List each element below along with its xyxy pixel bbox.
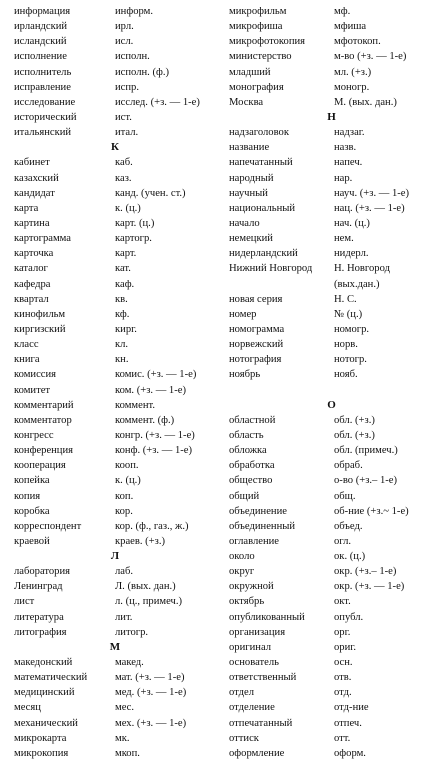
dictionary-entry	[229, 428, 434, 443]
entry-term: каталог	[14, 263, 48, 275]
entry-abbreviation: нем.	[334, 233, 354, 245]
entry-term: кандидат	[14, 187, 55, 199]
dictionary-entry	[229, 443, 434, 458]
entry-term: норвежский	[229, 339, 284, 351]
entry-term: конференция	[14, 445, 74, 457]
dictionary-entry	[229, 261, 434, 276]
entry-term: оттиск	[229, 732, 259, 744]
entry-abbreviation: номогр.	[334, 323, 370, 335]
dictionary-entry	[229, 246, 434, 261]
dictionary-entry	[14, 80, 216, 95]
right-column	[229, 4, 434, 761]
section-letter: О	[327, 398, 336, 411]
entry-term: ирландский	[14, 21, 68, 33]
entry-abbreviation: комис. (+з. — 1-е)	[115, 369, 197, 381]
entry-abbreviation: кор. (ф., газ., ж.)	[115, 520, 189, 532]
dictionary-entry	[14, 383, 216, 398]
dictionary-entry	[14, 489, 216, 504]
entry-term: оформление	[229, 747, 285, 759]
entry-abbreviation: литогр.	[115, 626, 149, 638]
dictionary-entry	[14, 398, 216, 413]
entry-abbreviation: исполн.	[115, 51, 150, 63]
entry-abbreviation: каз.	[115, 172, 132, 184]
dictionary-entry	[229, 322, 434, 337]
dictionary-entry	[14, 594, 216, 609]
entry-abbreviation: объед.	[334, 520, 363, 532]
entry-abbreviation: (вых.дан.)	[334, 278, 380, 290]
entry-term: копейка	[14, 475, 50, 487]
entry-term: обложка	[229, 445, 267, 457]
entry-term: оригинал	[229, 641, 272, 653]
dictionary-entry	[229, 413, 434, 428]
entry-abbreviation: канд. (учен. ст.)	[115, 187, 186, 199]
entry-term: микрокопия	[14, 747, 69, 759]
dictionary-entry	[14, 4, 216, 19]
dictionary-entry	[229, 171, 434, 186]
entry-abbreviation: окр. (+з.– 1-е)	[334, 566, 397, 578]
entry-term: киргизский	[14, 323, 66, 335]
dictionary-entry	[229, 594, 434, 609]
dictionary-entry	[229, 186, 434, 201]
entry-term: карточка	[14, 248, 54, 260]
entry-term: картограмма	[14, 233, 72, 245]
dictionary-entry	[229, 140, 434, 155]
entry-term: итальянский	[14, 127, 72, 139]
dictionary-entry	[14, 685, 216, 700]
entry-term: новая серия	[229, 293, 283, 305]
entry-abbreviation: кирг.	[115, 323, 137, 335]
dictionary-entry	[14, 731, 216, 746]
entry-term: общий	[229, 490, 260, 502]
dictionary-entry	[229, 640, 434, 655]
entry-term: общество	[229, 475, 273, 487]
dictionary-entry	[229, 34, 434, 49]
entry-abbreviation: исслед. (+з. — 1-е)	[115, 96, 200, 108]
entry-term: отдел	[229, 687, 255, 699]
section-letter: Н	[327, 110, 336, 123]
entry-abbreviation: коммент.	[115, 399, 155, 411]
entry-term: научный	[229, 187, 268, 199]
entry-term: кабинет	[14, 157, 50, 169]
dictionary-entry	[14, 171, 216, 186]
dictionary-entry	[14, 519, 216, 534]
entry-abbreviation: испр.	[115, 81, 139, 93]
dictionary-entry	[229, 125, 434, 140]
entry-term: комментарий	[14, 399, 74, 411]
entry-abbreviation: лаб.	[115, 566, 134, 578]
entry-term: название	[229, 142, 270, 154]
entry-abbreviation: общ.	[334, 490, 356, 502]
dictionary-entry	[14, 186, 216, 201]
dictionary-entry	[14, 700, 216, 715]
entry-term: кооперация	[14, 460, 66, 472]
entry-abbreviation: кооп.	[115, 460, 139, 472]
entry-term: обработка	[229, 460, 275, 472]
entry-term: ноябрь	[229, 369, 261, 381]
entry-abbreviation: Л. (вых. дан.)	[115, 581, 176, 593]
dictionary-entry	[14, 65, 216, 80]
entry-abbreviation: м-во (+з. — 1-е)	[334, 51, 407, 63]
dictionary-entry	[14, 95, 216, 110]
entry-abbreviation: информ.	[115, 6, 153, 17]
entry-term: кафедра	[14, 278, 51, 290]
dictionary-entry	[229, 216, 434, 231]
dictionary-entry	[14, 231, 216, 246]
dictionary-entry	[229, 231, 434, 246]
dictionary-entry	[229, 504, 434, 519]
entry-term: нотография	[229, 354, 282, 366]
entry-abbreviation: Н. С.	[334, 293, 357, 305]
entry-term: номер	[229, 308, 257, 320]
entry-abbreviation: оформ.	[334, 747, 366, 759]
entry-abbreviation: нояб.	[334, 369, 358, 381]
dictionary-entry	[229, 473, 434, 488]
dictionary-entry	[14, 216, 216, 231]
dictionary-entry	[229, 655, 434, 670]
entry-term: лаборатория	[14, 566, 71, 578]
entry-abbreviation: отт.	[334, 732, 351, 744]
entry-term: македонский	[14, 657, 73, 669]
entry-term: литература	[14, 611, 64, 623]
dictionary-entry	[229, 201, 434, 216]
entry-term: областной	[229, 414, 276, 426]
dictionary-entry	[14, 746, 216, 761]
dictionary-entry	[229, 564, 434, 579]
entry-abbreviation: норв.	[334, 339, 358, 351]
dictionary-entry	[14, 458, 216, 473]
entry-term: микрофиша	[229, 21, 283, 33]
entry-abbreviation: карт. (ц.)	[115, 217, 155, 229]
dictionary-entry	[229, 685, 434, 700]
entry-term: конгресс	[14, 429, 54, 441]
entry-abbreviation: ком. (+з. — 1-е)	[115, 384, 186, 396]
entry-term: лист	[14, 596, 35, 608]
entry-abbreviation: Н. Новгород	[334, 263, 390, 275]
entry-term: отпечатанный	[229, 717, 293, 729]
dictionary-entry	[14, 19, 216, 34]
dictionary-entry	[229, 155, 434, 170]
entry-abbreviation: нач. (ц.)	[334, 217, 370, 229]
entry-abbreviation: ирл.	[115, 21, 134, 33]
entry-term: краевой	[14, 535, 50, 547]
entry-term: комитет	[14, 384, 51, 396]
dictionary-entry	[229, 534, 434, 549]
dictionary-entry	[229, 489, 434, 504]
entry-term: нидерландский	[229, 248, 298, 260]
entry-term: книга	[14, 354, 40, 366]
dictionary-entry	[229, 277, 434, 292]
entry-abbreviation: конф. (+з. — 1-е)	[115, 445, 193, 457]
dictionary-entry	[14, 413, 216, 428]
entry-abbreviation: огл.	[334, 535, 352, 547]
entry-term: основатель	[229, 657, 279, 669]
entry-term	[229, 277, 334, 292]
dictionary-entry	[229, 65, 434, 80]
entry-abbreviation: коммент. (ф.)	[115, 414, 175, 426]
entry-term: окружной	[229, 581, 274, 593]
entry-term: казахский	[14, 172, 59, 184]
entry-term: комментатор	[14, 414, 72, 426]
dictionary-entry	[229, 19, 434, 34]
entry-term: надзаголовок	[229, 127, 289, 139]
entry-abbreviation: осн.	[334, 657, 353, 669]
entry-abbreviation: окт.	[334, 596, 351, 608]
entry-abbreviation: кат.	[115, 263, 131, 275]
section-letter: К	[111, 141, 119, 154]
entry-term: квартал	[14, 293, 49, 305]
dictionary-entry	[229, 579, 434, 594]
dictionary-entry	[229, 458, 434, 473]
entry-abbreviation: итал.	[115, 127, 139, 139]
entry-abbreviation: ок. (ц.)	[334, 551, 366, 563]
entry-term: исторический	[14, 111, 77, 123]
dictionary-entry	[14, 670, 216, 685]
entry-abbreviation: обл. (+з.)	[334, 429, 375, 441]
entry-term: опубликованный	[229, 611, 305, 623]
entry-term: область	[229, 429, 264, 441]
entry-abbreviation: ист.	[115, 111, 132, 123]
entry-abbreviation: мат. (+з. — 1-е)	[115, 672, 185, 684]
entry-abbreviation: кф.	[115, 308, 130, 320]
entry-abbreviation: исполн. (ф.)	[115, 66, 170, 78]
entry-abbreviation: М. (вых. дан.)	[334, 96, 397, 108]
entry-term: Нижний Новгород	[229, 263, 313, 275]
dictionary-entry	[14, 655, 216, 670]
dictionary-entry	[14, 610, 216, 625]
entry-term: национальный	[229, 202, 296, 214]
entry-abbreviation: кор.	[115, 505, 133, 517]
dictionary-entry	[14, 277, 216, 292]
entry-abbreviation: ориг.	[334, 641, 357, 653]
entry-abbreviation: кл.	[115, 339, 129, 351]
dictionary-entry	[229, 549, 434, 564]
entry-abbreviation: окр. (+з. — 1-е)	[334, 581, 405, 593]
dictionary-entry	[229, 337, 434, 352]
entry-abbreviation: конгр. (+з. — 1-е)	[115, 429, 195, 441]
dictionary-entry	[229, 670, 434, 685]
entry-term: около	[229, 551, 255, 563]
entry-term: организация	[229, 626, 286, 638]
entry-term: комиссия	[14, 369, 57, 381]
entry-abbreviation: орг.	[334, 626, 351, 638]
entry-term: исследование	[14, 96, 76, 108]
entry-term: микрофильм	[229, 6, 287, 17]
entry-term: ответственный	[229, 672, 297, 684]
entry-term: микрокарта	[14, 732, 67, 744]
entry-term: математический	[14, 672, 88, 684]
dictionary-entry	[14, 716, 216, 731]
entry-abbreviation: мф.	[334, 6, 351, 17]
entry-term: корреспондент	[14, 520, 82, 532]
dictionary-entry	[229, 292, 434, 307]
dictionary-entry	[14, 49, 216, 64]
entry-term: объединенный	[229, 520, 296, 532]
entry-term: объединение	[229, 505, 287, 517]
dictionary-entry	[229, 700, 434, 715]
entry-abbreviation: мкоп.	[115, 747, 140, 759]
dictionary-entry	[14, 261, 216, 276]
entry-abbreviation: исл.	[115, 36, 134, 48]
entry-abbreviation: моногр.	[334, 81, 370, 93]
entry-abbreviation: нац. (+з. — 1-е)	[334, 202, 405, 214]
entry-abbreviation: л. (ц., примеч.)	[115, 596, 183, 608]
entry-term: картина	[14, 217, 50, 229]
entry-abbreviation: мк.	[115, 732, 130, 744]
entry-term: министерство	[229, 51, 292, 63]
entry-term: Ленинград	[14, 581, 63, 593]
entry-abbreviation: отд-ние	[334, 702, 369, 714]
entry-term: класс	[14, 339, 39, 351]
dictionary-entry	[229, 367, 434, 382]
entry-term: Москва	[229, 96, 264, 108]
entry-term: медицинский	[14, 687, 75, 699]
entry-abbreviation: мех. (+з. — 1-е)	[115, 717, 187, 729]
entry-abbreviation: отв.	[334, 672, 352, 684]
entry-term: номограмма	[229, 323, 285, 335]
entry-term: литография	[14, 626, 67, 638]
dictionary-entry	[14, 201, 216, 216]
dictionary-entry	[14, 504, 216, 519]
entry-abbreviation: о-во (+з.– 1-е)	[334, 475, 398, 487]
entry-abbreviation: картогр.	[115, 233, 152, 245]
dictionary-entry	[14, 428, 216, 443]
entry-term: коробка	[14, 505, 50, 517]
entry-term: округ	[229, 566, 255, 578]
entry-abbreviation: обл. (+з.)	[334, 414, 375, 426]
dictionary-entry	[14, 292, 216, 307]
entry-term: народный	[229, 172, 274, 184]
dictionary-entry	[229, 4, 434, 19]
dictionary-entry	[14, 307, 216, 322]
entry-abbreviation: надзаг.	[334, 127, 365, 139]
entry-term: кинофильм	[14, 308, 66, 320]
entry-abbreviation: опубл.	[334, 611, 364, 623]
entry-abbreviation: науч. (+з. — 1-е)	[334, 187, 410, 199]
entry-abbreviation: к. (ц.)	[115, 202, 141, 214]
entry-abbreviation: кн.	[115, 354, 129, 366]
entry-abbreviation: макед.	[115, 657, 144, 669]
dictionary-entry	[14, 322, 216, 337]
entry-abbreviation: отпеч.	[334, 717, 362, 729]
dictionary-entry	[229, 716, 434, 731]
dictionary-entry	[229, 307, 434, 322]
dictionary-entry	[14, 564, 216, 579]
dictionary-entry	[14, 443, 216, 458]
entry-abbreviation: коп.	[115, 490, 134, 502]
dictionary-entry	[229, 731, 434, 746]
dictionary-entry	[229, 95, 434, 110]
entry-abbreviation: к. (ц.)	[115, 475, 141, 487]
entry-abbreviation: краев. (+з.)	[115, 535, 166, 547]
entry-abbreviation: нотогр.	[334, 354, 367, 366]
entry-abbreviation: карт.	[115, 248, 137, 260]
entry-abbreviation: мфотокоп.	[334, 36, 381, 48]
entry-abbreviation: мфиша	[334, 21, 367, 33]
entry-abbreviation: мес.	[115, 702, 135, 714]
entry-term: информация	[14, 6, 71, 17]
entry-abbreviation: нидерл.	[334, 248, 369, 260]
dictionary-entry	[14, 337, 216, 352]
entry-abbreviation: отд.	[334, 687, 352, 699]
entry-term: исландский	[14, 36, 67, 48]
entry-abbreviation: каф.	[115, 278, 135, 290]
dictionary-entry	[14, 473, 216, 488]
dictionary-entry	[14, 534, 216, 549]
entry-abbreviation: нар.	[334, 172, 353, 184]
dictionary-entry	[14, 579, 216, 594]
spacer	[229, 383, 434, 398]
entry-abbreviation: об-ние (+з.~ 1-е)	[334, 505, 409, 517]
entry-abbreviation: мед. (+з. — 1-е)	[115, 687, 187, 699]
entry-abbreviation: назв.	[334, 142, 357, 154]
entry-term: напечатанный	[229, 157, 293, 169]
entry-abbreviation: обраб.	[334, 460, 363, 472]
entry-term: оглавление	[229, 535, 279, 547]
dictionary-entry	[14, 625, 216, 640]
entry-term: отделение	[229, 702, 275, 714]
entry-term: монография	[229, 81, 284, 93]
entry-term: исполнение	[14, 51, 67, 63]
entry-abbreviation: каб.	[115, 157, 133, 169]
entry-abbreviation: лит.	[115, 611, 133, 623]
dictionary-entry	[14, 34, 216, 49]
entry-term: исправление	[14, 81, 71, 93]
dictionary-entry	[229, 80, 434, 95]
entry-term: микрофотокопия	[229, 36, 306, 48]
entry-abbreviation: мл. (+з.)	[334, 66, 372, 78]
entry-abbreviation: напеч.	[334, 157, 363, 169]
dictionary-entry	[14, 155, 216, 170]
dictionary-entry	[229, 352, 434, 367]
dictionary-entry	[229, 519, 434, 534]
entry-abbreviation: № (ц.)	[334, 308, 363, 320]
dictionary-entry	[14, 246, 216, 261]
dictionary-entry	[229, 746, 434, 761]
entry-term: исполнитель	[14, 66, 72, 78]
dictionary-entry	[14, 352, 216, 367]
entry-abbreviation: кв.	[115, 293, 128, 305]
dictionary-entry	[229, 625, 434, 640]
entry-term: начало	[229, 217, 260, 229]
entry-term: копия	[14, 490, 41, 502]
section-letter: Л	[110, 550, 120, 563]
dictionary-entry	[229, 49, 434, 64]
entry-term: октябрь	[229, 596, 265, 608]
entry-abbreviation: обл. (примеч.)	[334, 445, 398, 457]
entry-term: карта	[14, 202, 39, 214]
entry-term: механический	[14, 717, 78, 729]
dictionary-entry	[14, 110, 216, 125]
entry-term: немецкий	[229, 233, 273, 245]
dictionary-entry	[14, 367, 216, 382]
dictionary-entry	[14, 125, 216, 140]
left-column	[14, 4, 216, 761]
entry-term: месяц	[14, 702, 41, 714]
dictionary-entry	[229, 610, 434, 625]
entry-term: младший	[229, 66, 271, 78]
section-letter: М	[109, 640, 121, 653]
